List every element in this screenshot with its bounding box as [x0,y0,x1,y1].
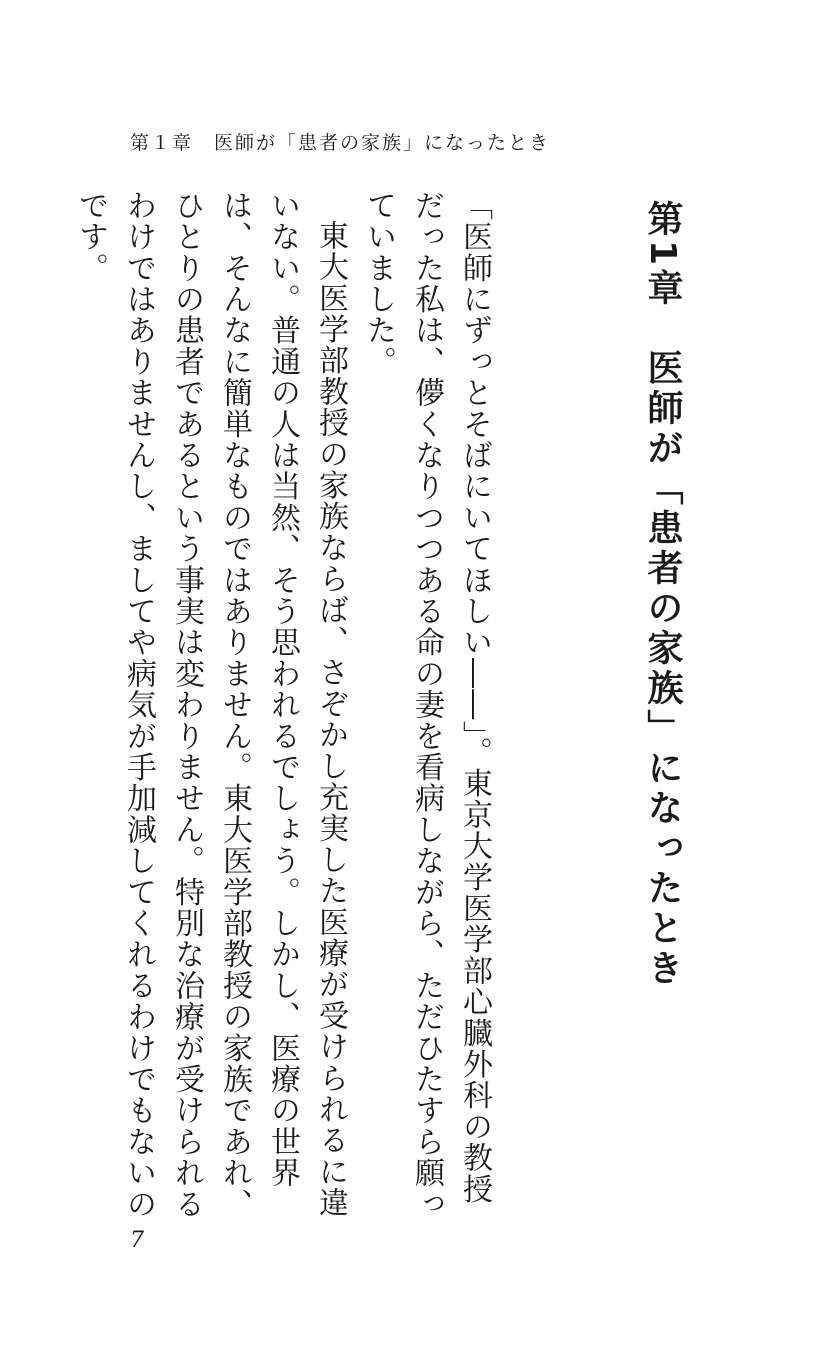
paragraph-1: 「医師にずっとそばにいてほしい――」。東京大学医学部心臓外科の教授だった私は、儚くなりつつある命の妻を看病しながら、ただひたすら願っていました。 [361,190,492,1220]
chapter-title [632,200,692,1020]
chapter-title-text: 医師が「患者の家族」になったとき [642,349,683,990]
body-text [73,190,498,1220]
paragraph-2: 東大医学部教授の家族ならば、さぞかし充実した医療が受けられるに違いない。普通の人は当然、そう思われるでしょう。しかし、医療の世界は、そんなに簡単なものではありません。東大医学部教授の家族であれ、ひとりの患者であるという事実は変わりません。特別な治療が受けられるわけではありませんし、ましてや病気が手加減してくれるわけでもないのです。 [73,190,348,1220]
running-header: 第１章 医師が「患者の家族」になったとき [130,132,551,154]
chapter-label: 第1章 [642,200,683,310]
page-number: 7 [130,1228,144,1253]
